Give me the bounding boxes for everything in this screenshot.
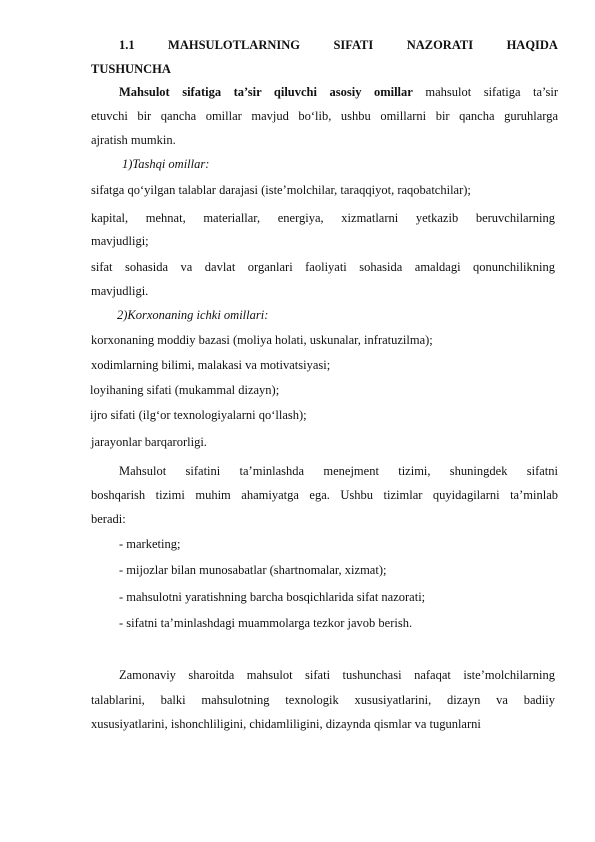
intro-line1 (119, 84, 558, 100)
intro-rest: mahsulot sifatiga ta’sir (412, 85, 559, 99)
list-item: - mahsulotni yaratishning barcha bosqichlarida sifat nazorati; (119, 590, 426, 604)
modern-line2: talablarini, balki mahsulotning texnologik xususiyatlarini, dizayn va badiiy (91, 693, 555, 707)
list-item: - sifatni ta’minlashdagi muammolarga tezkor javob berish. (119, 616, 413, 630)
intro-line3: ajratish mumkin. (91, 133, 176, 147)
heading-word: SIFATI (333, 38, 374, 52)
heading-word: HAQIDA (506, 38, 558, 52)
intro-line2: etuvchi bir qancha omillar mavjud bo‘lib, ushbu omillarni bir qancha guruhlarga (91, 109, 558, 123)
external-title: 1)Tashqi omillar: (122, 157, 210, 171)
heading-word: MAHSULOTLARNING (168, 38, 301, 52)
section-heading-line2: TUSHUNCHA (91, 62, 171, 76)
heading-word: NAZORATI (406, 38, 474, 52)
internal-title: 2)Korxonaning ichki omillari: (117, 308, 269, 322)
external-item1: sifatga qo‘yilgan talablar darajasi (iste’molchilar, taraqqiyot, raqobatchilar); (91, 183, 471, 197)
external-item2-line2: mavjudligi; (91, 234, 149, 248)
internal-item3: loyihaning sifati (mukammal dizayn); (90, 383, 280, 397)
list-item: - mijozlar bilan munosabatlar (shartnomalar, xizmat); (119, 563, 387, 577)
internal-item4: ijro sifati (ilg‘or texnologiyalarni qo‘llash); (90, 408, 307, 422)
internal-item5: jarayonlar barqarorligi. (91, 435, 207, 449)
external-item2-line1: kapital, mehnat, materiallar, energiya, xizmatlarni yetkazib beruvchilarning (91, 211, 555, 225)
modern-line1: Zamonaviy sharoitda mahsulot sifati tushunchasi nafaqat iste’molchilarning (119, 668, 555, 682)
internal-item2: xodimlarning bilimi, malakasi va motivatsiyasi; (91, 358, 331, 372)
management-line1: Mahsulot sifatini ta’minlashda menejment tizimi, shuningdek sifatni (119, 464, 558, 478)
section-heading-line1 (119, 37, 558, 53)
external-item3-line2: mavjudligi. (91, 284, 149, 298)
management-line3: beradi: (91, 512, 126, 526)
heading-number: 1.1 (119, 38, 135, 52)
intro-bold: Mahsulot sifatiga ta’sir qiluvchi asosiy omillar (119, 85, 413, 99)
internal-item1: korxonaning moddiy bazasi (moliya holati, uskunalar, infratuzilma); (91, 333, 433, 347)
modern-line3: xususiyatlarini, ishonchliligini, chidamliligini, dizaynda qismlar va tugunlarni (91, 717, 481, 731)
management-line2: boshqarish tizimi muhim ahamiyatga ega. Ushbu tizimlar quyidagilarni ta’minlab (91, 488, 558, 502)
external-item3-line1: sifat sohasida va davlat organlari faoliyati sohasida amaldagi qonunchilikning (91, 260, 555, 274)
list-item: - marketing; (119, 537, 181, 551)
